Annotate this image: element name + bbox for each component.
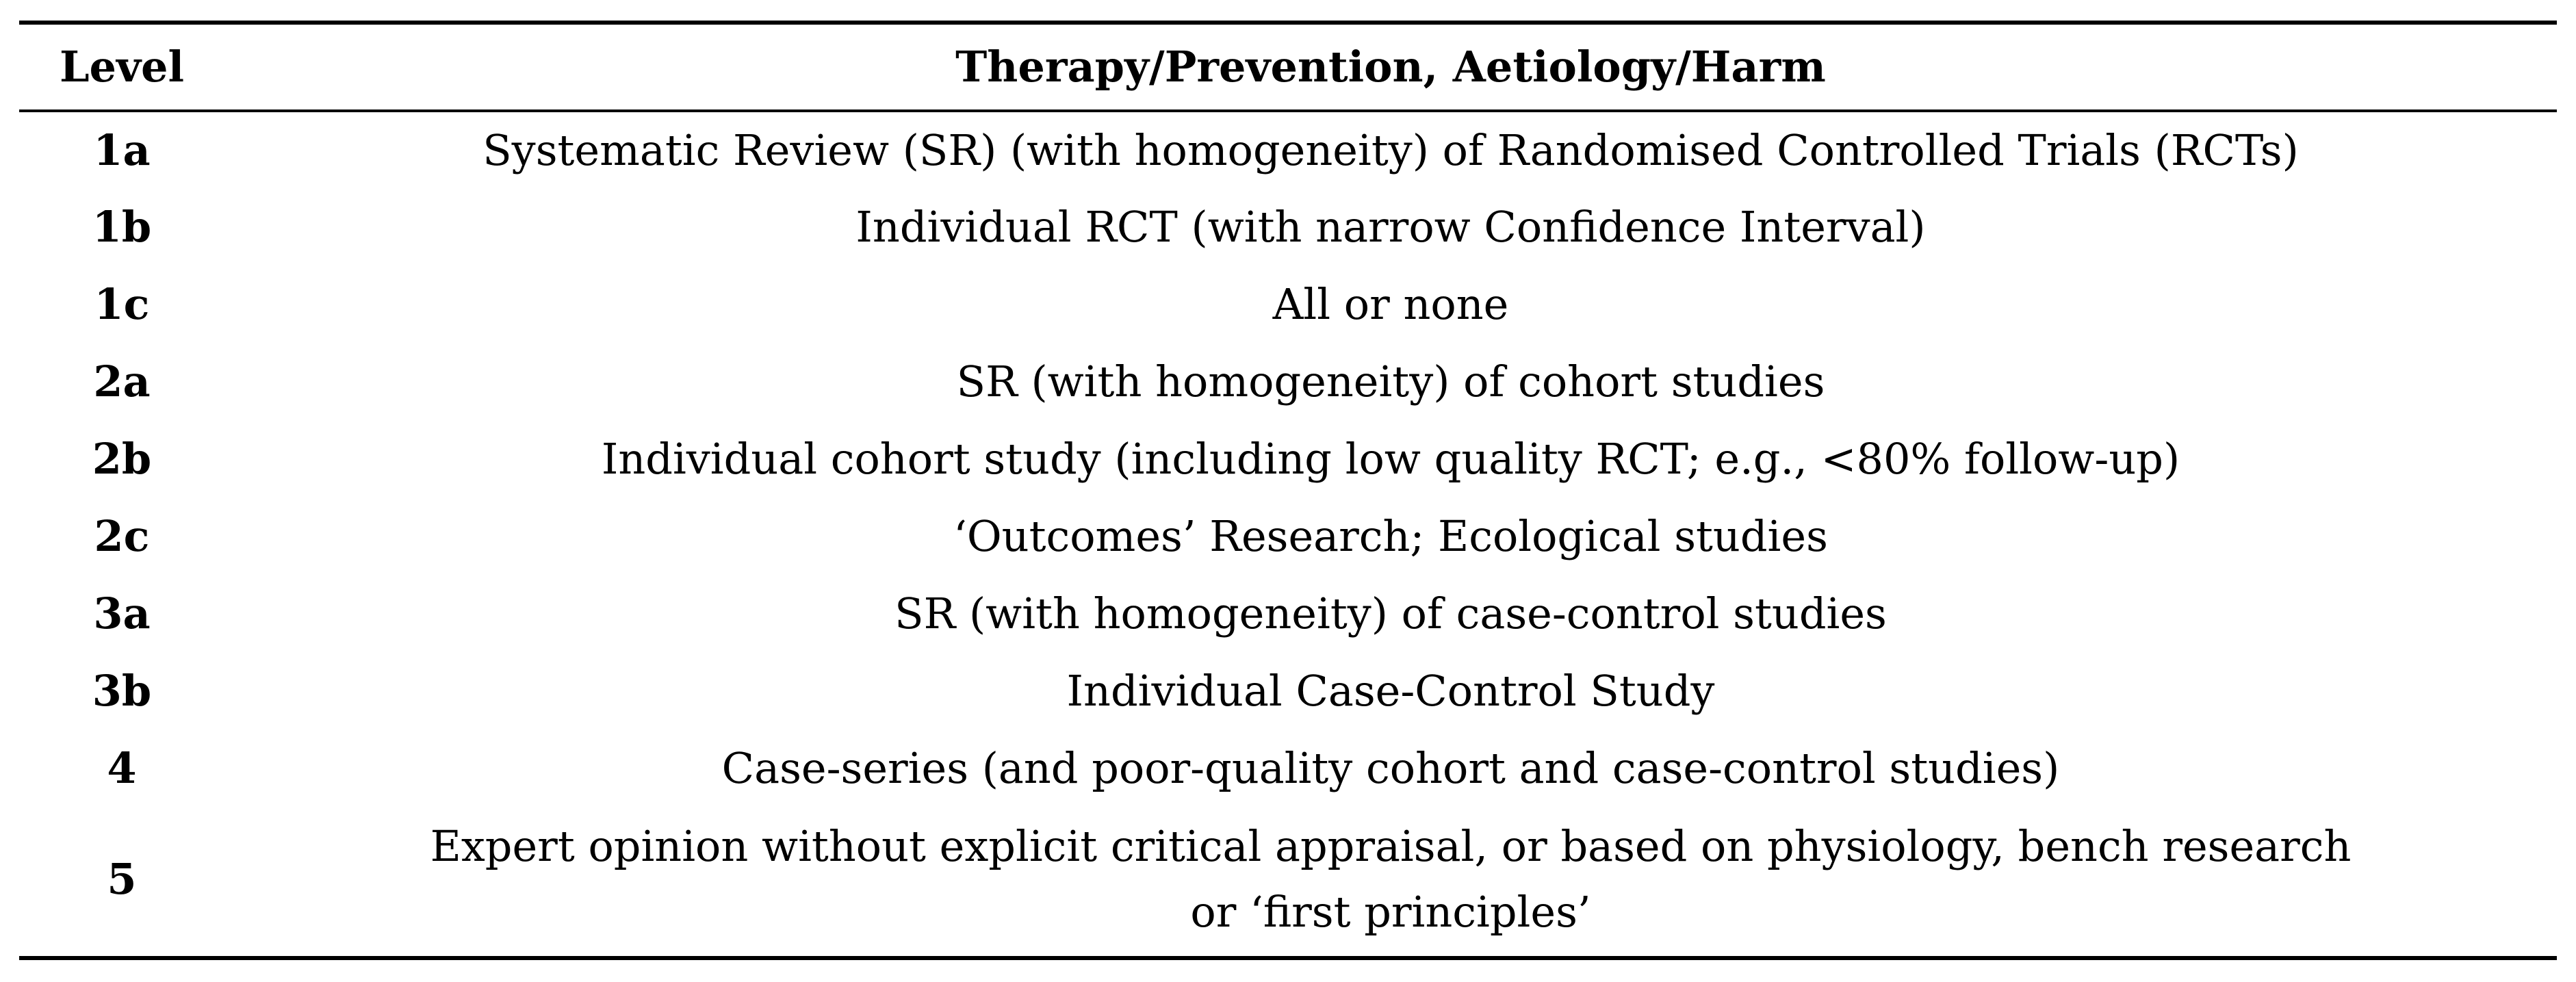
- level-column-header: Level: [59, 42, 185, 92]
- table-row: [19, 498, 2557, 575]
- description-cell: [224, 807, 2557, 958]
- description-cell: Systematic Review (SR) (with homogeneity) of Randomised Controlled Trials (RCTs): [482, 125, 2299, 175]
- table-row: [19, 420, 2557, 498]
- level-cell: 4: [107, 742, 137, 793]
- table-row: [19, 343, 2557, 420]
- header-row: [19, 23, 2557, 111]
- level-cell: 3b: [92, 665, 152, 716]
- table-row: [19, 575, 2557, 652]
- level-cell: 2a: [93, 356, 151, 406]
- description-cell: Individual Case-Control Study: [1066, 665, 1715, 716]
- description-line: Expert opinion without explicit critical appraisal, or based on physiology, bench research: [430, 821, 2352, 871]
- description-column-header: Therapy/Prevention, Aetiology/Harm: [955, 42, 1826, 92]
- table-body: [19, 111, 2557, 958]
- level-cell: 1a: [93, 125, 151, 175]
- table-row: [19, 188, 2557, 266]
- table-row: [19, 729, 2557, 807]
- description-cell: SR (with homogeneity) of cohort studies: [956, 356, 1825, 406]
- level-cell: 3a: [93, 588, 151, 638]
- description-cell: Individual RCT (with narrow Confidence Interval): [855, 201, 1926, 252]
- description-cell: Case-series (and poor-quality cohort and case-control studies): [721, 742, 2060, 793]
- table-row: [19, 652, 2557, 729]
- evidence-levels-table: [19, 21, 2557, 960]
- level-cell: 2b: [92, 433, 152, 484]
- description-cell: ‘Outcomes’ Research; Ecological studies: [953, 511, 1828, 561]
- description-line: or ‘first principles’: [1190, 887, 1591, 937]
- level-cell: 5: [107, 854, 137, 904]
- table-header: [19, 23, 2557, 111]
- table-row: [19, 111, 2557, 188]
- description-cell: All or none: [1272, 279, 1509, 329]
- level-cell: 1c: [94, 279, 150, 329]
- level-cell: 1b: [92, 201, 152, 252]
- level-cell: 2c: [94, 511, 150, 561]
- description-cell: Individual cohort study (including low quality RCT; e.g., <80% follow-up): [601, 433, 2180, 484]
- table-row: [19, 807, 2557, 958]
- description-cell: SR (with homogeneity) of case-control studies: [894, 588, 1887, 638]
- table-row: [19, 266, 2557, 343]
